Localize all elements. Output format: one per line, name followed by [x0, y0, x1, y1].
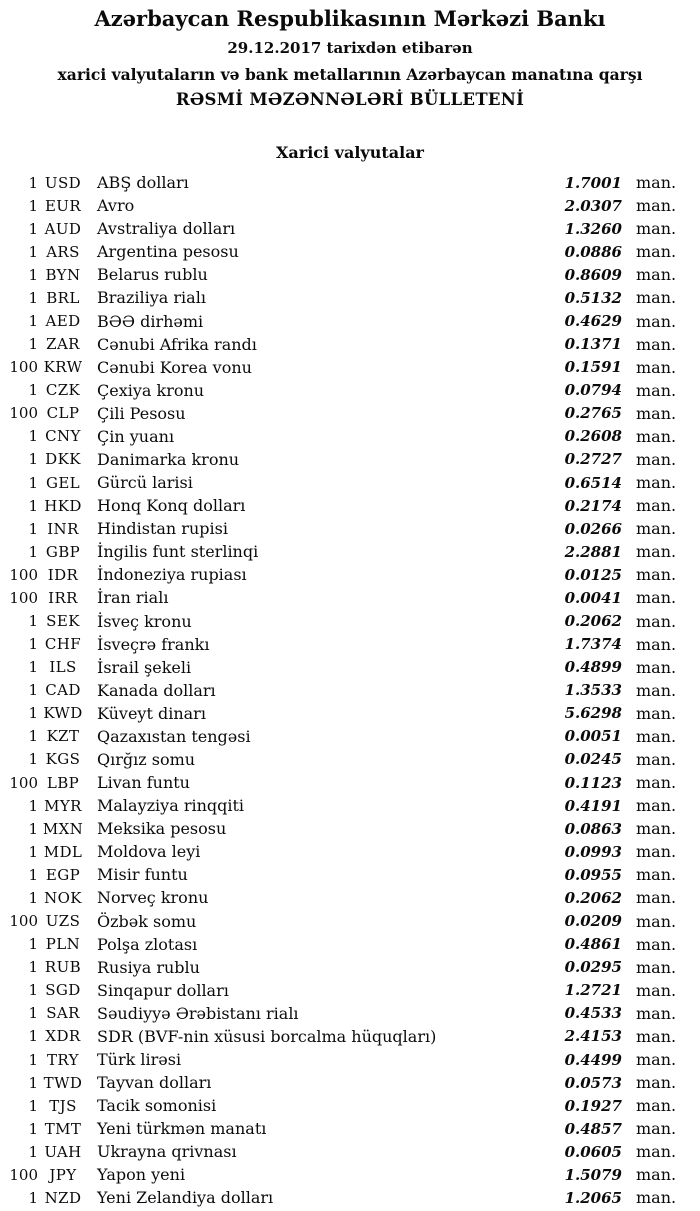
currency-name-cell: Çili Pesosu: [97, 403, 186, 423]
currency-name-cell: Cənubi Korea vonu: [97, 357, 252, 377]
currency-row-ars: [0, 240, 700, 263]
currency-name-cell: Qazaxıstan tengəsi: [97, 726, 251, 746]
currency-row-krw: [0, 356, 700, 379]
quantity-cell: 1: [28, 704, 38, 723]
unit-label-cell: man.: [636, 680, 677, 700]
quantity-cell: 1: [28, 796, 38, 815]
unit-label-cell: man.: [636, 657, 677, 677]
rate-value-cell: 0.0886: [564, 242, 622, 261]
rate-value-cell: 0.2727: [564, 450, 622, 469]
rate-value-cell: 0.4533: [564, 1004, 622, 1023]
currency-code-cell: USD: [44, 173, 82, 192]
currency-code-cell: DKK: [45, 450, 81, 469]
quantity-cell: 1: [28, 219, 38, 238]
currency-name-cell: Səudiyyə Ərəbistanı rialı: [97, 1003, 299, 1023]
quantity-cell: 1: [28, 819, 38, 838]
currency-code-cell: SAR: [46, 1004, 80, 1023]
quantity-cell: 100: [9, 358, 38, 377]
quantity-cell: 1: [28, 519, 38, 538]
unit-label-cell: man.: [636, 426, 677, 446]
rate-value-cell: 1.3533: [564, 681, 622, 700]
unit-label-cell: man.: [636, 865, 677, 885]
currency-code-cell: UZS: [45, 912, 81, 931]
currency-name-cell: ABŞ dolları: [97, 173, 189, 193]
currency-row-sgd: [0, 979, 700, 1002]
unit-label-cell: man.: [636, 357, 677, 377]
currency-name-cell: İsveç kronu: [97, 611, 192, 631]
currency-name-cell: İran rialı: [97, 588, 169, 608]
currency-code-cell: LBP: [46, 773, 80, 792]
currency-row-nok: [0, 886, 700, 909]
currency-code-cell: JPY: [49, 1165, 77, 1184]
rate-value-cell: 0.0573: [564, 1073, 622, 1092]
rate-value-cell: 0.0125: [564, 565, 622, 584]
currency-code-cell: TMT: [44, 1119, 82, 1138]
unit-label-cell: man.: [636, 934, 677, 954]
currency-code-cell: CLP: [46, 404, 80, 423]
currency-row-czk: [0, 379, 700, 402]
currency-name-cell: Gürcü larisi: [97, 473, 193, 493]
quantity-cell: 1: [28, 1096, 38, 1115]
currency-row-cny: [0, 425, 700, 448]
quantity-cell: 1: [28, 1073, 38, 1092]
rate-value-cell: 0.0605: [564, 1142, 622, 1161]
currency-name-cell: Polşa zlotası: [97, 934, 198, 954]
currency-name-cell: Malayziya rinqqiti: [97, 796, 245, 816]
currency-code-cell: UAH: [44, 1142, 82, 1161]
currency-code-cell: CHF: [44, 635, 82, 654]
currency-row-aed: [0, 309, 700, 332]
currency-name-cell: Avro: [97, 196, 135, 216]
rate-value-cell: 0.6514: [564, 473, 622, 492]
quantity-cell: 1: [28, 1050, 38, 1069]
quantity-cell: 1: [28, 173, 38, 192]
quantity-cell: 1: [28, 681, 38, 700]
unit-label-cell: man.: [636, 519, 677, 539]
currency-code-cell: SGD: [45, 981, 81, 1000]
currency-row-tjs: [0, 1094, 700, 1117]
currency-code-cell: KZT: [46, 727, 80, 746]
currency-code-cell: EGP: [45, 865, 81, 884]
currency-name-cell: Norveç kronu: [97, 888, 209, 908]
currency-code-cell: BYN: [45, 265, 81, 284]
currency-row-usd: [0, 171, 700, 194]
currency-row-ils: [0, 656, 700, 679]
currency-name-cell: Misir funtu: [97, 865, 188, 885]
quantity-cell: 1: [28, 612, 38, 631]
unit-label-cell: man.: [636, 219, 677, 239]
rate-value-cell: 0.0794: [564, 381, 622, 400]
unit-label-cell: man.: [636, 1165, 677, 1185]
currency-row-inr: [0, 517, 700, 540]
quantity-cell: 100: [9, 1165, 38, 1184]
currency-code-cell: PLN: [45, 935, 81, 954]
currency-name-cell: Belarus rublu: [97, 265, 208, 285]
currency-code-cell: AUD: [44, 219, 82, 238]
currency-code-cell: IDR: [47, 565, 79, 584]
unit-label-cell: man.: [636, 773, 677, 793]
quantity-cell: 1: [28, 450, 38, 469]
currency-name-cell: Çexiya kronu: [97, 380, 205, 400]
rate-value-cell: 0.4899: [564, 658, 622, 677]
rate-value-cell: 0.0041: [564, 588, 622, 607]
unit-label-cell: man.: [636, 1188, 677, 1208]
unit-label-cell: man.: [636, 449, 677, 469]
currency-name-cell: İngilis funt sterlinqi: [97, 542, 259, 562]
currency-name-cell: Kanada dolları: [97, 680, 216, 700]
rate-value-cell: 0.8609: [564, 265, 622, 284]
unit-label-cell: man.: [636, 796, 677, 816]
quantity-cell: 1: [28, 842, 38, 861]
quantity-cell: 100: [9, 565, 38, 584]
currency-name-cell: Yapon yeni: [97, 1165, 186, 1185]
description-line: xarici valyutaların və bank metallarının Azərbaycan manatına qarşı: [57, 65, 643, 84]
currency-row-uzs: [0, 910, 700, 933]
currency-code-cell: TJS: [49, 1096, 77, 1115]
quantity-cell: 100: [9, 912, 38, 931]
bank-title: Azərbaycan Respublikasının Mərkəzi Bankı: [94, 6, 606, 31]
unit-label-cell: man.: [636, 242, 677, 262]
currency-row-uah: [0, 1140, 700, 1163]
currency-row-lbp: [0, 771, 700, 794]
currency-name-cell: İsveçrə frankı: [97, 634, 210, 654]
unit-label-cell: man.: [636, 957, 677, 977]
quantity-cell: 1: [28, 288, 38, 307]
rate-value-cell: 0.0955: [564, 865, 622, 884]
currency-row-pln: [0, 933, 700, 956]
quantity-cell: 1: [28, 981, 38, 1000]
quantity-cell: 1: [28, 335, 38, 354]
currency-row-gbp: [0, 540, 700, 563]
currency-code-cell: ILS: [49, 658, 77, 677]
currency-code-cell: KRW: [43, 358, 83, 377]
currency-code-cell: IRR: [48, 588, 78, 607]
currency-name-cell: Braziliya rialı: [97, 288, 206, 308]
quantity-cell: 100: [9, 588, 38, 607]
currency-name-cell: Ukrayna qrivnası: [97, 1142, 237, 1162]
currency-row-try: [0, 1048, 700, 1071]
currency-name-cell: Danimarka kronu: [97, 449, 240, 469]
unit-label-cell: man.: [636, 542, 677, 562]
currency-code-cell: CNY: [45, 427, 81, 446]
quantity-cell: 1: [28, 196, 38, 215]
rate-value-cell: 0.0266: [564, 519, 622, 538]
rate-value-cell: 0.0245: [564, 750, 622, 769]
quantity-cell: 1: [28, 935, 38, 954]
currency-row-mdl: [0, 840, 700, 863]
rate-value-cell: 1.7001: [564, 173, 622, 192]
currency-name-cell: SDR (BVF-nin xüsusi borcalma hüquqları): [97, 1026, 437, 1046]
unit-label-cell: man.: [636, 265, 677, 285]
currency-name-cell: Tayvan dolları: [97, 1073, 212, 1093]
currency-row-kzt: [0, 725, 700, 748]
currency-rates-table: [0, 171, 700, 1210]
currency-code-cell: CZK: [45, 381, 81, 400]
rate-value-cell: 0.4857: [564, 1119, 622, 1138]
quantity-cell: 1: [28, 496, 38, 515]
rate-value-cell: 0.5132: [564, 288, 622, 307]
currency-name-cell: Hindistan rupisi: [97, 519, 228, 539]
currency-code-cell: GBP: [45, 542, 81, 561]
currency-name-cell: Qırğız somu: [97, 749, 196, 769]
quantity-cell: 1: [28, 865, 38, 884]
currency-code-cell: NOK: [44, 888, 82, 907]
rate-value-cell: 0.0295: [564, 958, 622, 977]
unit-label-cell: man.: [636, 196, 677, 216]
currency-name-cell: Argentina pesosu: [97, 242, 239, 262]
currency-code-cell: CAD: [45, 681, 81, 700]
rate-value-cell: 0.4861: [564, 935, 622, 954]
unit-label-cell: man.: [636, 819, 677, 839]
rate-value-cell: 1.7374: [564, 635, 622, 654]
rate-value-cell: 0.2062: [564, 612, 622, 631]
rate-value-cell: 1.3260: [564, 219, 622, 238]
unit-label-cell: man.: [636, 911, 677, 931]
rate-value-cell: 0.4191: [564, 796, 622, 815]
unit-label-cell: man.: [636, 611, 677, 631]
quantity-cell: 1: [28, 1004, 38, 1023]
currency-row-sar: [0, 1002, 700, 1025]
unit-label-cell: man.: [636, 1003, 677, 1023]
currency-row-sek: [0, 609, 700, 632]
quantity-cell: 1: [28, 427, 38, 446]
rate-value-cell: 2.4153: [564, 1027, 622, 1046]
rate-value-cell: 0.4629: [564, 312, 622, 330]
currency-row-kgs: [0, 748, 700, 771]
quantity-cell: 100: [9, 773, 38, 792]
currency-row-aud: [0, 217, 700, 240]
quantity-cell: 1: [28, 381, 38, 400]
currency-row-twd: [0, 1071, 700, 1094]
currency-row-rub: [0, 956, 700, 979]
bulletin-title: RƏSMİ MƏZƏNNƏLƏRİ BÜLLETENİ: [175, 90, 525, 109]
currency-row-kwd: [0, 702, 700, 725]
currency-row-tmt: [0, 1117, 700, 1140]
quantity-cell: 1: [28, 727, 38, 746]
quantity-cell: 1: [28, 473, 38, 492]
unit-label-cell: man.: [636, 726, 677, 746]
currency-code-cell: MYR: [44, 796, 82, 815]
quantity-cell: 1: [28, 265, 38, 284]
unit-label-cell: man.: [636, 565, 677, 585]
currency-code-cell: INR: [47, 519, 79, 538]
unit-label-cell: man.: [636, 380, 677, 400]
unit-label-cell: man.: [636, 334, 677, 354]
currency-row-eur: [0, 194, 700, 217]
currency-row-nzd: [0, 1186, 700, 1209]
rate-value-cell: 5.6298: [564, 704, 622, 723]
currency-code-cell: MDL: [43, 842, 83, 861]
currency-row-byn: [0, 263, 700, 286]
unit-label-cell: man.: [636, 634, 677, 654]
unit-label-cell: man.: [636, 403, 677, 423]
quantity-cell: 1: [28, 635, 38, 654]
currency-name-cell: Yeni türkmən manatı: [97, 1119, 267, 1139]
unit-label-cell: man.: [636, 496, 677, 516]
currency-code-cell: TWD: [43, 1073, 83, 1092]
quantity-cell: 1: [28, 1027, 38, 1046]
currency-name-cell: Rusiya rublu: [97, 957, 200, 977]
rate-value-cell: 1.5079: [564, 1165, 622, 1184]
rate-value-cell: 0.1927: [564, 1096, 622, 1115]
currency-row-myr: [0, 794, 700, 817]
currency-code-cell: ARS: [46, 242, 80, 261]
currency-row-gel: [0, 471, 700, 494]
rate-value-cell: 1.2721: [564, 981, 622, 1000]
currency-code-cell: GEL: [45, 473, 81, 492]
quantity-cell: 1: [28, 542, 38, 561]
effective-date-line: 29.12.2017 tarixdən etibarən: [227, 39, 473, 57]
currency-name-cell: Özbək somu: [97, 911, 197, 931]
rate-value-cell: 2.0307: [564, 196, 622, 215]
currency-row-chf: [0, 633, 700, 656]
unit-label-cell: man.: [636, 588, 677, 608]
quantity-cell: 1: [28, 242, 38, 261]
currency-code-cell: SEK: [46, 612, 80, 631]
currency-row-irr: [0, 586, 700, 609]
quantity-cell: 1: [28, 750, 38, 769]
currency-name-cell: İndoneziya rupiası: [97, 565, 247, 585]
currency-name-cell: Honq Konq dolları: [97, 496, 246, 516]
currency-name-cell: Moldova leyi: [97, 842, 201, 862]
currency-row-mxn: [0, 817, 700, 840]
currency-row-egp: [0, 863, 700, 886]
rate-value-cell: 0.0993: [564, 842, 622, 861]
currency-row-jpy: [0, 1163, 700, 1186]
currency-code-cell: BRL: [46, 288, 80, 307]
currency-code-cell: AED: [45, 312, 81, 330]
currency-row-xdr: [0, 1025, 700, 1048]
rate-value-cell: 0.0863: [564, 819, 622, 838]
unit-label-cell: man.: [636, 1073, 677, 1093]
rate-value-cell: 2.2881: [564, 542, 622, 561]
currency-name-cell: Yeni Zelandiya dolları: [97, 1188, 274, 1208]
unit-label-cell: man.: [636, 1026, 677, 1046]
currency-name-cell: Çin yuanı: [97, 426, 175, 446]
unit-label-cell: man.: [636, 311, 677, 331]
quantity-cell: 1: [28, 658, 38, 677]
section-title-foreign-currencies: Xarici valyutalar: [276, 143, 424, 162]
currency-code-cell: KWD: [43, 704, 83, 723]
currency-code-cell: MXN: [42, 819, 84, 838]
quantity-cell: 1: [28, 1119, 38, 1138]
currency-code-cell: EUR: [44, 196, 82, 215]
currency-code-cell: XDR: [45, 1027, 81, 1046]
currency-row-zar: [0, 333, 700, 356]
currency-row-clp: [0, 402, 700, 425]
rate-value-cell: 0.1371: [564, 335, 622, 354]
currency-code-cell: TRY: [47, 1050, 79, 1069]
rate-value-cell: 0.1591: [564, 358, 622, 377]
rate-value-cell: 0.2765: [564, 404, 622, 423]
rate-value-cell: 0.2174: [564, 496, 622, 515]
currency-name-cell: Tacik somonisi: [97, 1096, 217, 1116]
currency-code-cell: ZAR: [46, 335, 80, 354]
quantity-cell: 1: [28, 958, 38, 977]
rate-value-cell: 0.1123: [564, 773, 622, 792]
unit-label-cell: man.: [636, 749, 677, 769]
quantity-cell: 1: [28, 1188, 38, 1207]
currency-name-cell: Avstraliya dolları: [97, 219, 236, 239]
rate-value-cell: 0.0051: [564, 727, 622, 746]
unit-label-cell: man.: [636, 173, 677, 193]
rate-value-cell: 1.2065: [564, 1188, 622, 1207]
rate-value-cell: 0.2608: [564, 427, 622, 446]
unit-label-cell: man.: [636, 473, 677, 493]
currency-name-cell: Meksika pesosu: [97, 819, 227, 839]
currency-name-cell: Türk lirəsi: [97, 1050, 182, 1069]
currency-row-cad: [0, 679, 700, 702]
unit-label-cell: man.: [636, 1096, 677, 1116]
currency-code-cell: NZD: [44, 1188, 82, 1207]
currency-code-cell: HKD: [44, 496, 82, 515]
rate-value-cell: 0.2062: [564, 888, 622, 907]
currency-name-cell: BƏƏ dirhəmi: [97, 311, 204, 331]
quantity-cell: 1: [28, 1142, 38, 1161]
unit-label-cell: man.: [636, 288, 677, 308]
currency-name-cell: Cənubi Afrika randı: [97, 334, 257, 354]
currency-code-cell: RUB: [44, 958, 82, 977]
currency-row-hkd: [0, 494, 700, 517]
currency-row-dkk: [0, 448, 700, 471]
quantity-cell: 1: [28, 312, 38, 330]
currency-row-brl: [0, 286, 700, 309]
currency-code-cell: KGS: [45, 750, 81, 769]
currency-name-cell: Sinqapur dolları: [97, 980, 229, 1000]
unit-label-cell: man.: [636, 703, 677, 723]
quantity-cell: 100: [9, 404, 38, 423]
unit-label-cell: man.: [636, 1050, 677, 1069]
currency-name-cell: Küveyt dinarı: [97, 703, 206, 723]
unit-label-cell: man.: [636, 842, 677, 862]
currency-name-cell: İsrail şekeli: [97, 657, 192, 677]
currency-row-idr: [0, 563, 700, 586]
rate-value-cell: 0.0209: [564, 912, 622, 931]
quantity-cell: 1: [28, 888, 38, 907]
unit-label-cell: man.: [636, 1119, 677, 1139]
currency-name-cell: Livan funtu: [97, 773, 190, 793]
unit-label-cell: man.: [636, 1142, 677, 1162]
unit-label-cell: man.: [636, 888, 677, 908]
rate-value-cell: 0.4499: [564, 1050, 622, 1069]
unit-label-cell: man.: [636, 980, 677, 1000]
